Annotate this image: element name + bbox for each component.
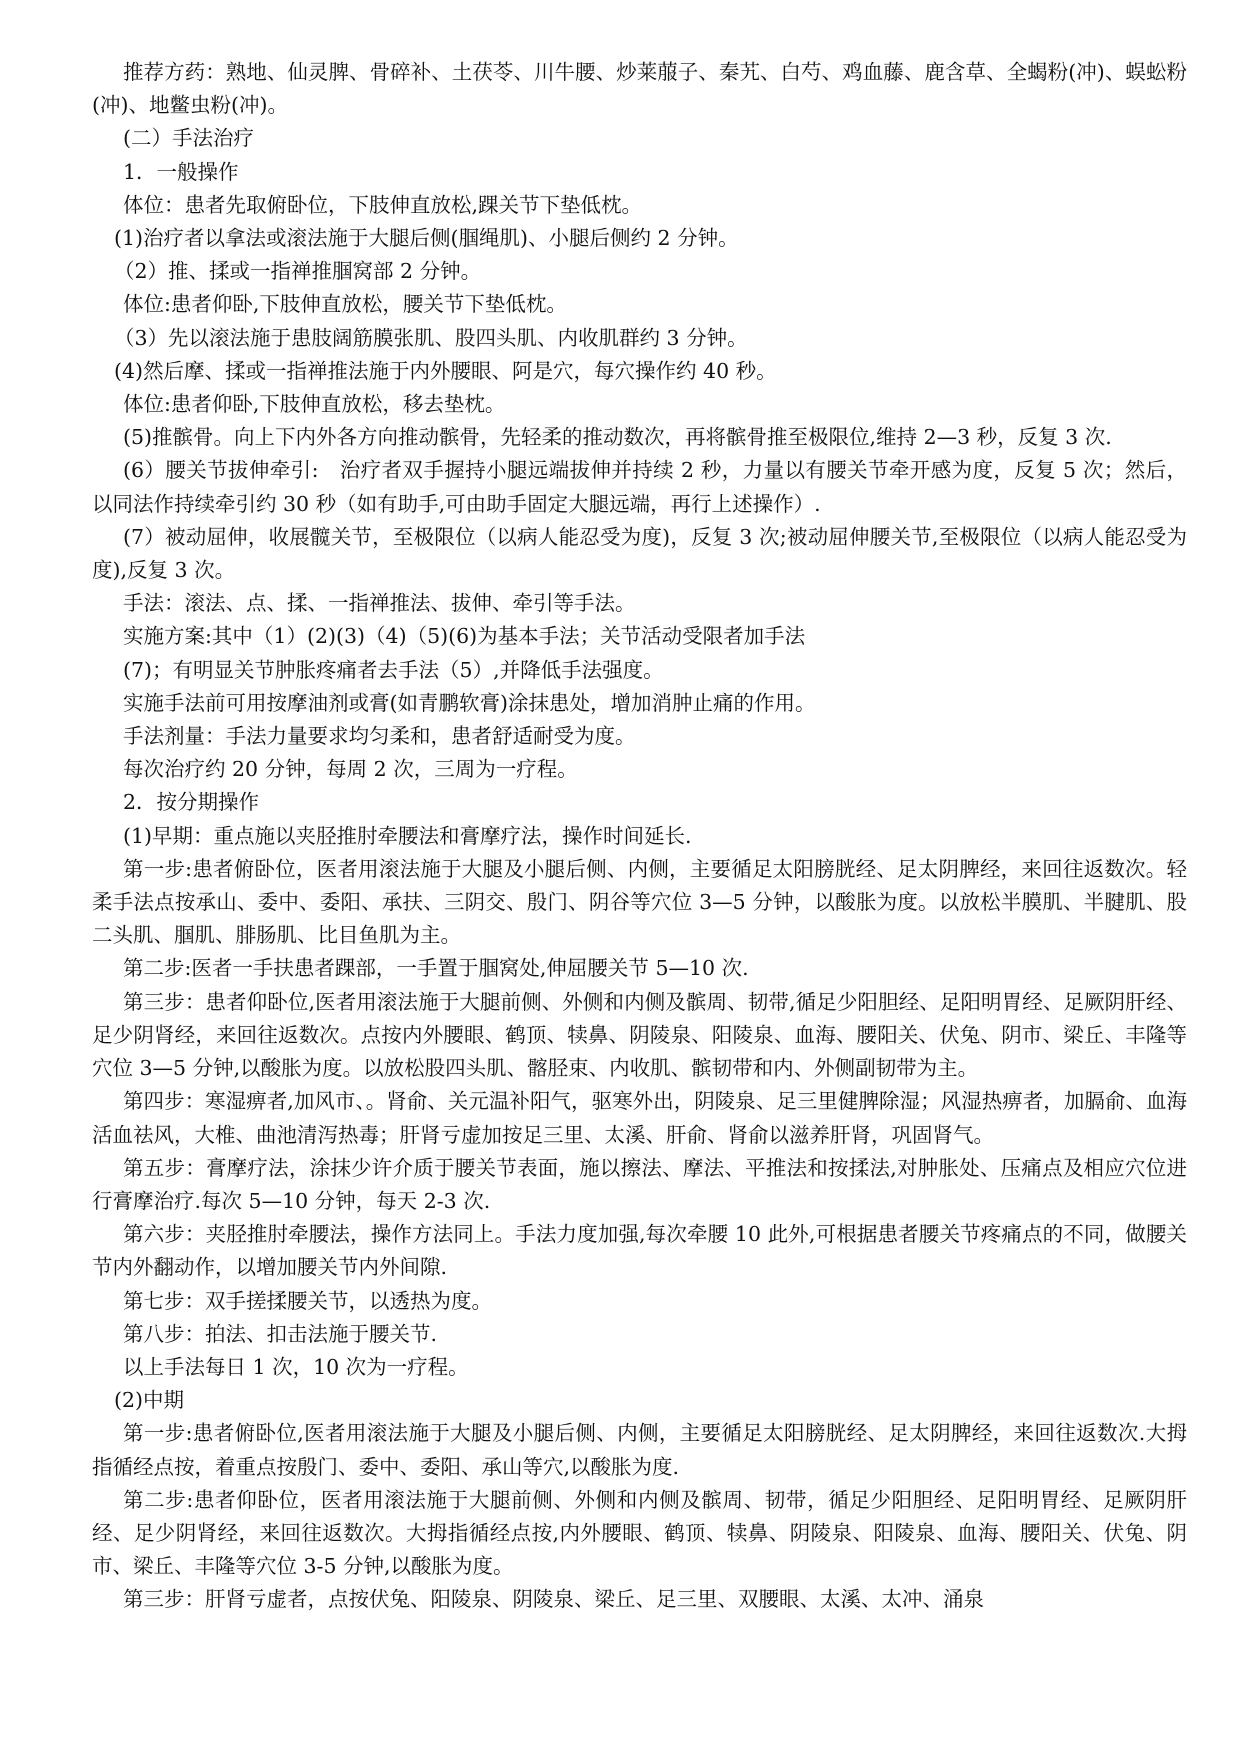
step-paragraph: 第一步:患者俯卧位，医者用滚法施于大腿及小腿后侧、内侧，主要循足太阳膀胱经、足太阴脾经，来回往返数次。轻柔手法点按承山、委中、委阳、承扶、三阴交、殷门、阴谷等穴位 3—5 分钟，以酸胀为度。以放松半膜肌、半腱肌、股二头肌、腘肌、腓肠肌、比目鱼肌为主。: [92, 856, 1187, 948]
step-paragraph: 第三步：患者仰卧位,医者用滚法施于大腿前侧、外侧和内侧及髌周、韧带,循足少阳胆经、足阳明胃经、足厥阴肝经、足少阴肾经，来回往返数次。点按内外腰眼、鹤顶、犊鼻、阴陵泉、阳陵泉、血海、腰阳关、伏兔、阴市、梁丘、丰隆等穴位 3—5 分钟,以酸胀为度。以放松股四头肌、髂胫束、内收肌、髌韧带和内、外侧副韧带为主。: [92, 989, 1187, 1081]
step-paragraph: (6）腰关节拔伸牵引: 治疗者双手握持小腿远端拔伸并持续 2 秒，力量以有腰关节牵开感为度，反复 5 次；然后，以同法作持续牵引约 30 秒（如有助手,可由助手固定大腿远端，再行上述操作）.: [92, 458, 1187, 516]
course-paragraph: 以上手法每日 1 次，10 次为一疗程。: [123, 1354, 469, 1379]
plan-paragraph: 实施方案:其中（1）(2)(3)（4)（5)(6)为基本手法；关节活动受限者加手法: [123, 624, 806, 649]
document-page: [92, 56, 1187, 1617]
stage-heading-middle: (2)中期: [114, 1388, 185, 1413]
technique-paragraph: 手法：滚法、点、揉、一指禅推法、拔伸、牵引等手法。: [123, 591, 636, 616]
position-paragraph: 体位:患者仰卧,下肢伸直放松，移去垫枕。: [123, 392, 506, 417]
step-paragraph: （3）先以滚法施于患肢阔筋膜张肌、股四头肌、内收肌群约 3 分钟。: [114, 325, 748, 350]
step-paragraph: 第五步：膏摩疗法，涂抹少许介质于腰关节表面，施以擦法、摩法、平推法和按揉法,对肿胀处、压痛点及相应穴位进行膏摩治疗.每次 5—10 分钟，每天 2-3 次.: [92, 1155, 1187, 1213]
step-paragraph: 第七步：双手搓揉腰关节，以透热为度。: [123, 1288, 492, 1313]
step-paragraph: 第六步：夹胫推肘牵腰法，操作方法同上。手法力度加强,每次牵腰 10 此外,可根据患者腰关节疼痛点的不同，做腰关节内外翻动作，以增加腰关节内外间隙.: [92, 1222, 1187, 1280]
step-paragraph: 第二步:医者一手扶患者踝部，一手置于腘窝处,伸屈腰关节 5—10 次.: [123, 956, 749, 981]
body-paragraph: 实施手法前可用按摩油剂或膏(如青鹏软膏)涂抹患处，增加消肿止痛的作用。: [123, 690, 816, 715]
frequency-paragraph: 每次治疗约 20 分钟，每周 2 次，三周为一疗程。: [123, 757, 578, 782]
subsection-heading-staged: 2．按分期操作: [123, 790, 260, 815]
prescription-paragraph: 推荐方药：熟地、仙灵脾、骨碎补、土茯苓、川牛腰、炒莱菔子、秦艽、白芍、鸡血藤、鹿含草、全蝎粉(冲)、蜈蚣粉(冲)、地鳖虫粉(冲)。: [92, 60, 1187, 118]
step-paragraph: (1)治疗者以拿法或滚法施于大腿后侧(腘绳肌)、小腿后侧约 2 分钟。: [114, 226, 739, 251]
stage-heading-early: (1)早期：重点施以夹胫推肘牵腰法和膏摩疗法，操作时间延长.: [123, 823, 692, 848]
step-paragraph: 第一步:患者俯卧位,医者用滚法施于大腿及小腿后侧、内侧，主要循足太阳膀胱经、足太阴脾经，来回往返数次.大拇指循经点按，着重点按殷门、委中、委阳、承山等穴,以酸胀为度.: [92, 1421, 1187, 1479]
dose-paragraph: 手法剂量：手法力量要求均匀柔和，患者舒适耐受为度。: [123, 724, 636, 749]
step-paragraph: (4)然后摩、揉或一指禅推法施于内外腰眼、阿是穴，每穴操作约 40 秒。: [114, 358, 777, 383]
step-paragraph: （2）推、揉或一指禅推腘窝部 2 分钟。: [114, 259, 482, 284]
step-paragraph: (5)推髌骨。向上下内外各方向推动髌骨，先轻柔的推动数次，再将髌骨推至极限位,维持 2—3 秒，反复 3 次.: [123, 425, 1112, 450]
subsection-heading-general: 1．一般操作: [123, 159, 239, 184]
step-paragraph: 第四步：寒湿痹者,加风市、。肾俞、关元温补阳气，驱寒外出，阴陵泉、足三里健脾除湿；风湿热痹者，加膈俞、血海活血祛风，大椎、曲池清泻热毒；肝肾亏虚加按足三里、太溪、肝俞、肾俞以滋养肝肾，巩固肾气。: [92, 1089, 1187, 1147]
step-paragraph: 第三步：肝肾亏虚者，点按伏兔、阳陵泉、阴陵泉、梁丘、足三里、双腰眼、太溪、太冲、涌泉: [123, 1587, 984, 1612]
step-paragraph: (7）被动屈伸，收展髋关节，至极限位（以病人能忍受为度)，反复 3 次;被动屈伸腰关节,至极限位（以病人能忍受为度),反复 3 次。: [92, 524, 1187, 583]
position-paragraph: 体位:患者仰卧,下肢伸直放松，腰关节下垫低枕。: [123, 292, 567, 317]
step-paragraph: 第八步：拍法、扣击法施于腰关节.: [123, 1321, 438, 1346]
plan-paragraph: (7)；有明显关节肿胀疼痛者去手法（5）,并降低手法强度。: [123, 657, 664, 682]
section-heading-manual-therapy: (二）手法治疗: [123, 126, 254, 151]
position-paragraph: 体位：患者先取俯卧位，下肢伸直放松,踝关节下垫低枕。: [123, 192, 643, 217]
step-paragraph: 第二步:患者仰卧位，医者用滚法施于大腿前侧、外侧和内侧及髌周、韧带，循足少阳胆经、足阳明胃经、足厥阴肝经、足少阴肾经，来回往返数次。大拇指循经点按,内外腰眼、鹤顶、犊鼻、阴陵泉、阳陵泉、血海、腰阳关、伏兔、阴市、梁丘、丰隆等穴位 3-5 分钟,以酸胀为度。: [92, 1487, 1187, 1579]
